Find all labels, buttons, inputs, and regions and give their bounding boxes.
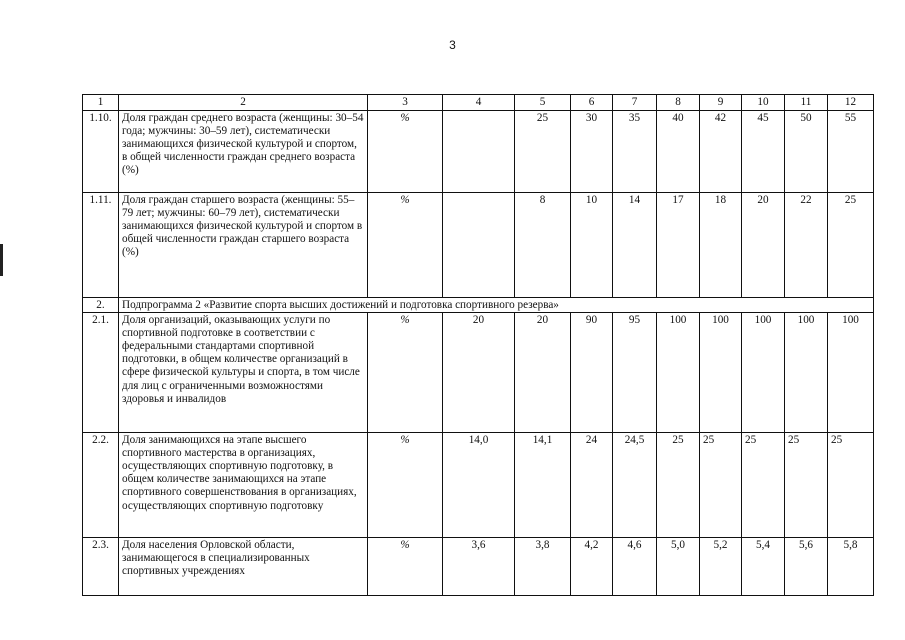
page-number: 3 <box>449 38 456 52</box>
table-row <box>83 313 874 433</box>
value-cell: 5,2 <box>700 538 742 596</box>
header-cell: 3 <box>368 95 443 111</box>
value-cell: 4,2 <box>571 538 613 596</box>
value-cell: 25 <box>515 111 571 193</box>
subprogram-row <box>83 298 874 313</box>
value-cell: 50 <box>785 111 828 193</box>
row-number: 2.2. <box>83 433 119 538</box>
indicator-name: Доля организаций, оказывающих услуги по спортивной подготовке в соответствии с федеральными стандартами спортивной подготовки, в общем количестве организаций в сфере физической культуры и спорта, в том числе для лиц с ограниченными возможностями здоровья и инвалидов <box>119 313 368 433</box>
table-row <box>83 433 874 538</box>
value-cell: 3,8 <box>515 538 571 596</box>
scan-margin-mark <box>0 244 3 276</box>
value-cell: 5,8 <box>828 538 874 596</box>
value-cell: 14,1 <box>515 433 571 538</box>
value-cell <box>443 193 515 298</box>
value-cell: 25 <box>742 433 785 538</box>
value-cell: 20 <box>443 313 515 433</box>
table-row <box>83 538 874 596</box>
value-cell: 25 <box>657 433 700 538</box>
header-cell: 12 <box>828 95 874 111</box>
header-cell: 9 <box>700 95 742 111</box>
value-cell: 100 <box>700 313 742 433</box>
value-cell: 30 <box>571 111 613 193</box>
header-cell: 1 <box>83 95 119 111</box>
indicator-name: Доля населения Орловской области, занимающегося в специализированных спортивных учреждениях <box>119 538 368 596</box>
value-cell: 22 <box>785 193 828 298</box>
value-cell: 25 <box>700 433 742 538</box>
value-cell: 35 <box>613 111 657 193</box>
table-row <box>83 193 874 298</box>
indicator-name: Доля граждан среднего возраста (женщины: 30–54 года; мужчины: 30–59 лет), систематически занимающихся физической культурой и спортом, в общей численности граждан среднего возраста (%) <box>119 111 368 193</box>
row-number: 1.10. <box>83 111 119 193</box>
unit-cell: % <box>368 111 443 193</box>
row-number: 2.1. <box>83 313 119 433</box>
value-cell: 42 <box>700 111 742 193</box>
indicator-name: Доля граждан старшего возраста (женщины: 55–79 лет; мужчины: 60–79 лет), систематически занимающихся физической культурой и спортом в общей численности граждан старшего возраста (%) <box>119 193 368 298</box>
header-cell: 7 <box>613 95 657 111</box>
unit-cell: % <box>368 538 443 596</box>
header-cell: 11 <box>785 95 828 111</box>
header-cell: 5 <box>515 95 571 111</box>
header-cell: 2 <box>119 95 368 111</box>
row-number: 1.11. <box>83 193 119 298</box>
value-cell: 95 <box>613 313 657 433</box>
unit-cell: % <box>368 193 443 298</box>
value-cell: 8 <box>515 193 571 298</box>
unit-cell: % <box>368 313 443 433</box>
indicators-table <box>82 94 874 596</box>
subprogram-number: 2. <box>83 298 119 313</box>
value-cell: 14,0 <box>443 433 515 538</box>
value-cell: 24 <box>571 433 613 538</box>
value-cell: 10 <box>571 193 613 298</box>
indicator-name: Доля занимающихся на этапе высшего спортивного мастерства в организациях, осуществляющих спортивную подготовку, в общем количестве занимающихся на этапе спортивного совершенствования в организациях, осуществляющих спортивную подготовку <box>119 433 368 538</box>
value-cell: 25 <box>828 433 874 538</box>
value-cell: 100 <box>785 313 828 433</box>
value-cell: 17 <box>657 193 700 298</box>
value-cell: 5,0 <box>657 538 700 596</box>
value-cell: 100 <box>742 313 785 433</box>
header-cell: 8 <box>657 95 700 111</box>
value-cell: 14 <box>613 193 657 298</box>
value-cell: 25 <box>785 433 828 538</box>
value-cell: 20 <box>515 313 571 433</box>
value-cell: 20 <box>742 193 785 298</box>
header-cell: 4 <box>443 95 515 111</box>
unit-cell: % <box>368 433 443 538</box>
row-number: 2.3. <box>83 538 119 596</box>
value-cell: 5,6 <box>785 538 828 596</box>
header-cell: 10 <box>742 95 785 111</box>
value-cell: 3,6 <box>443 538 515 596</box>
value-cell: 18 <box>700 193 742 298</box>
header-cell: 6 <box>571 95 613 111</box>
value-cell: 25 <box>828 193 874 298</box>
subprogram-title: Подпрограмма 2 «Развитие спорта высших достижений и подготовка спортивного резерва» <box>119 298 874 313</box>
value-cell: 90 <box>571 313 613 433</box>
table-header-row <box>83 95 874 111</box>
value-cell: 100 <box>828 313 874 433</box>
table-row <box>83 111 874 193</box>
value-cell: 55 <box>828 111 874 193</box>
value-cell: 45 <box>742 111 785 193</box>
value-cell: 100 <box>657 313 700 433</box>
value-cell: 40 <box>657 111 700 193</box>
value-cell <box>443 111 515 193</box>
value-cell: 24,5 <box>613 433 657 538</box>
value-cell: 5,4 <box>742 538 785 596</box>
value-cell: 4,6 <box>613 538 657 596</box>
